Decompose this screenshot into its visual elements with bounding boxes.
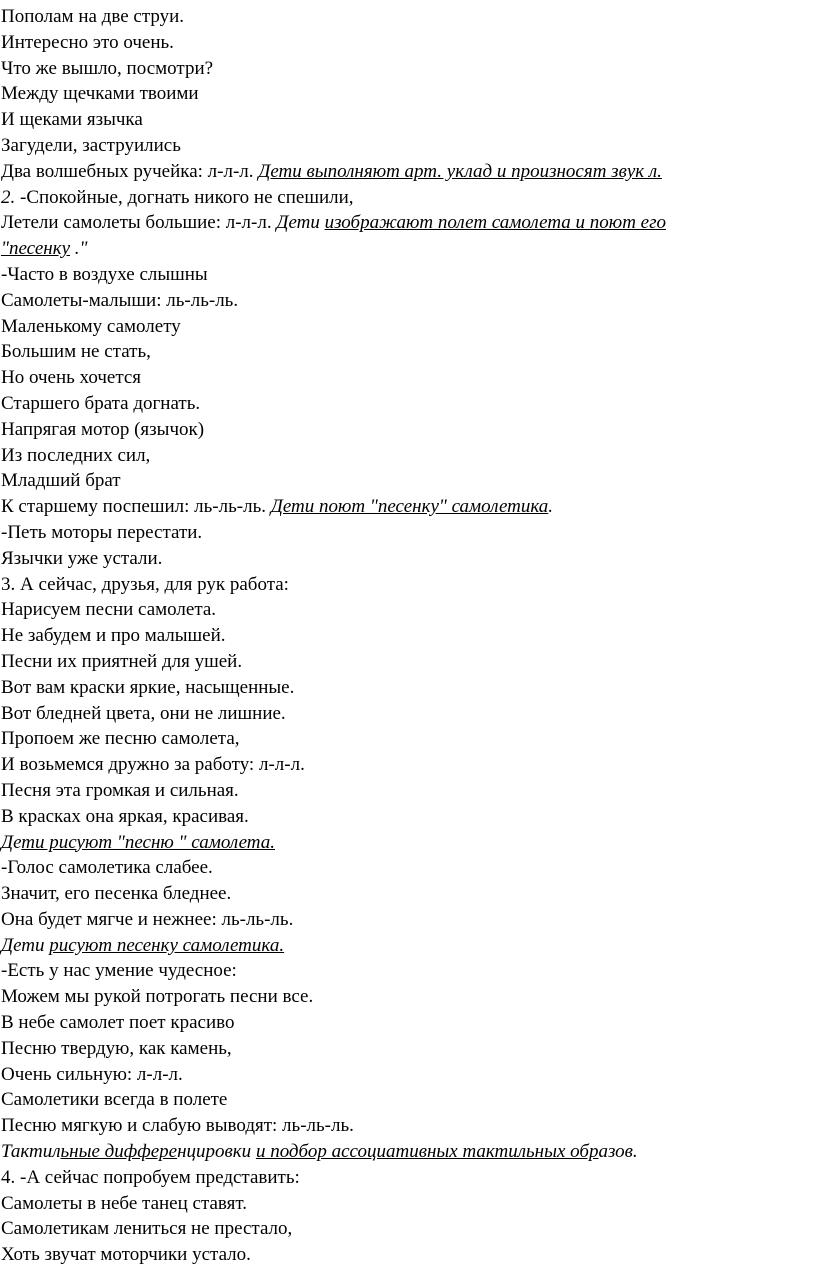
text-line bbox=[1, 56, 816, 82]
text-line bbox=[1, 572, 816, 598]
text-line bbox=[1, 30, 816, 56]
text-line bbox=[1, 778, 816, 804]
text-segment: Дети bbox=[1, 934, 50, 956]
text-segment: Дети bbox=[276, 212, 325, 234]
text-line bbox=[1, 1191, 816, 1217]
text-line bbox=[1, 804, 816, 830]
text-line bbox=[1, 933, 816, 959]
text-segment: Она будет мягче и нежнее: ль-ль-ль. bbox=[1, 908, 294, 930]
text-line bbox=[1, 907, 816, 933]
text-line bbox=[1, 185, 816, 211]
text-segment: Большим не стать, bbox=[1, 341, 151, 363]
text-segment: Маленькому самолету bbox=[1, 315, 181, 337]
text-line bbox=[1, 1010, 816, 1036]
text-line bbox=[1, 417, 816, 443]
text-line bbox=[1, 623, 816, 649]
text-segment: И щеками язычка bbox=[1, 109, 143, 131]
text-segment: Летели самолеты большие: л-л-л. bbox=[1, 212, 277, 234]
text-line bbox=[1, 1216, 816, 1242]
text-segment: Песни их приятней для ушей. bbox=[1, 650, 243, 672]
text-line bbox=[1, 339, 816, 365]
text-line bbox=[1, 649, 816, 675]
text-segment: Де bbox=[1, 831, 22, 853]
text-line bbox=[1, 520, 816, 546]
text-line bbox=[1, 314, 816, 340]
text-segment: 4. -А сейчас попробуем представить: bbox=[1, 1166, 300, 1188]
text-line bbox=[1, 159, 816, 185]
text-segment: Дети поют "песенку" самолетика bbox=[270, 496, 549, 518]
text-line bbox=[1, 984, 816, 1010]
text-segment: Между щечками твоими bbox=[1, 83, 199, 105]
text-line bbox=[1, 881, 816, 907]
text-segment: Интересно это очень. bbox=[1, 31, 174, 53]
text-segment: изображают полет самолета и поют его bbox=[324, 212, 667, 234]
text-segment: -Часто в воздухе слышны bbox=[1, 263, 208, 285]
text-segment: нцировки bbox=[177, 1141, 256, 1163]
text-segment: Что же вышло, посмотри? bbox=[1, 57, 214, 79]
text-segment: рисуют песенку самолетика. bbox=[49, 934, 285, 956]
text-segment: Самолеты в небе танец ставят. bbox=[1, 1192, 248, 1214]
text-line bbox=[1, 752, 816, 778]
text-line bbox=[1, 1113, 816, 1139]
text-line bbox=[1, 1036, 816, 1062]
text-segment: Значит, его песенка бледнее. bbox=[1, 883, 232, 905]
text-line bbox=[1, 236, 816, 262]
text-segment: Язычки уже устали. bbox=[1, 547, 163, 569]
text-segment: ьные диффере bbox=[60, 1141, 178, 1163]
text-segment: Дети выполняют арт. уклад и произносят звук л. bbox=[258, 160, 662, 182]
text-segment: К старшему поспешил: ль-ль-ль. bbox=[1, 496, 271, 518]
text-segment: Самолеты-малыши: ль-ль-ль. bbox=[1, 289, 239, 311]
text-line bbox=[1, 1139, 816, 1165]
text-segment: Хоть звучат моторчики устало. bbox=[1, 1244, 251, 1266]
text-line bbox=[1, 107, 816, 133]
text-line bbox=[1, 494, 816, 520]
text-segment: И возьмемся дружно за работу: л-л-л. bbox=[1, 754, 305, 776]
text-segment: Из последних сил, bbox=[1, 444, 151, 466]
text-segment: Но очень хочется bbox=[1, 367, 142, 389]
text-segment: Загудели, заструились bbox=[1, 134, 181, 156]
text-segment: 2. bbox=[1, 186, 16, 208]
text-segment: ти рисуют "песню " самолета. bbox=[21, 831, 275, 853]
text-line bbox=[1, 443, 816, 469]
text-segment: "песенку bbox=[1, 238, 71, 260]
text-line bbox=[1, 726, 816, 752]
text-line bbox=[1, 365, 816, 391]
text-line bbox=[1, 855, 816, 881]
text-line bbox=[1, 81, 816, 107]
text-line bbox=[1, 133, 816, 159]
text-segment: ." bbox=[70, 238, 88, 260]
text-segment: -Голос самолетика слабее. bbox=[1, 857, 213, 879]
text-segment: В небе самолет поет красиво bbox=[1, 1012, 235, 1034]
text-segment: Пополам на две струи. bbox=[1, 6, 185, 27]
text-segment: -Спокойные, догнать никого не спешили, bbox=[15, 186, 354, 208]
text-segment: Песня эта громкая и сильная. bbox=[1, 779, 239, 801]
text-segment: Нарисуем песни самолета. bbox=[1, 599, 217, 621]
text-segment: Тактил bbox=[1, 1141, 61, 1163]
text-segment: Самолетики всегда в полете bbox=[1, 1089, 228, 1111]
text-line bbox=[1, 701, 816, 727]
text-segment: Старшего брата догнать. bbox=[1, 392, 201, 414]
text-segment: Два волшебных ручейка: л-л-л. bbox=[1, 160, 259, 182]
text-segment: Пропоем же песню самолета, bbox=[1, 728, 240, 750]
text-segment: Напрягая мотор (язычок) bbox=[1, 418, 205, 440]
text-segment: Младший брат bbox=[1, 470, 121, 492]
text-line bbox=[1, 597, 816, 623]
text-line bbox=[1, 830, 816, 856]
text-line bbox=[1, 468, 816, 494]
text-line bbox=[1, 546, 816, 572]
text-segment: азов. bbox=[598, 1141, 638, 1163]
text-line bbox=[1, 1087, 816, 1113]
text-segment: Песню твердую, как камень, bbox=[1, 1037, 232, 1059]
text-segment: В красках она яркая, красивая. bbox=[1, 805, 249, 827]
text-segment: Очень сильную: л-л-л. bbox=[1, 1063, 183, 1085]
text-line bbox=[1, 1062, 816, 1088]
text-line bbox=[1, 675, 816, 701]
text-segment: Песню мягкую и слабую выводят: ль-ль-ль. bbox=[1, 1115, 354, 1137]
text-segment: -Есть у нас умение чудесное: bbox=[1, 960, 237, 982]
text-line bbox=[1, 1165, 816, 1191]
text-line bbox=[1, 4, 816, 30]
text-segment: . bbox=[548, 496, 554, 518]
text-line bbox=[1, 958, 816, 984]
text-segment: и подбор ассоциативных тактильных обр bbox=[255, 1141, 599, 1163]
text-segment: Не забудем и про малышей. bbox=[1, 625, 226, 647]
text-segment: Самолетикам лениться не престало, bbox=[1, 1218, 293, 1240]
text-line bbox=[1, 210, 816, 236]
text-segment: Можем мы рукой потрогать песни все. bbox=[1, 986, 314, 1008]
text-line bbox=[1, 262, 816, 288]
text-segment: -Петь моторы перестати. bbox=[1, 521, 203, 543]
text-line bbox=[1, 288, 816, 314]
text-line bbox=[1, 1242, 816, 1268]
text-segment: Вот вам краски яркие, насыщенные. bbox=[1, 676, 295, 698]
text-segment: 3. А сейчас, друзья, для рук работа: bbox=[1, 573, 289, 595]
text-segment: Вот бледней цвета, они не лишние. bbox=[1, 702, 286, 724]
text-line bbox=[1, 391, 816, 417]
